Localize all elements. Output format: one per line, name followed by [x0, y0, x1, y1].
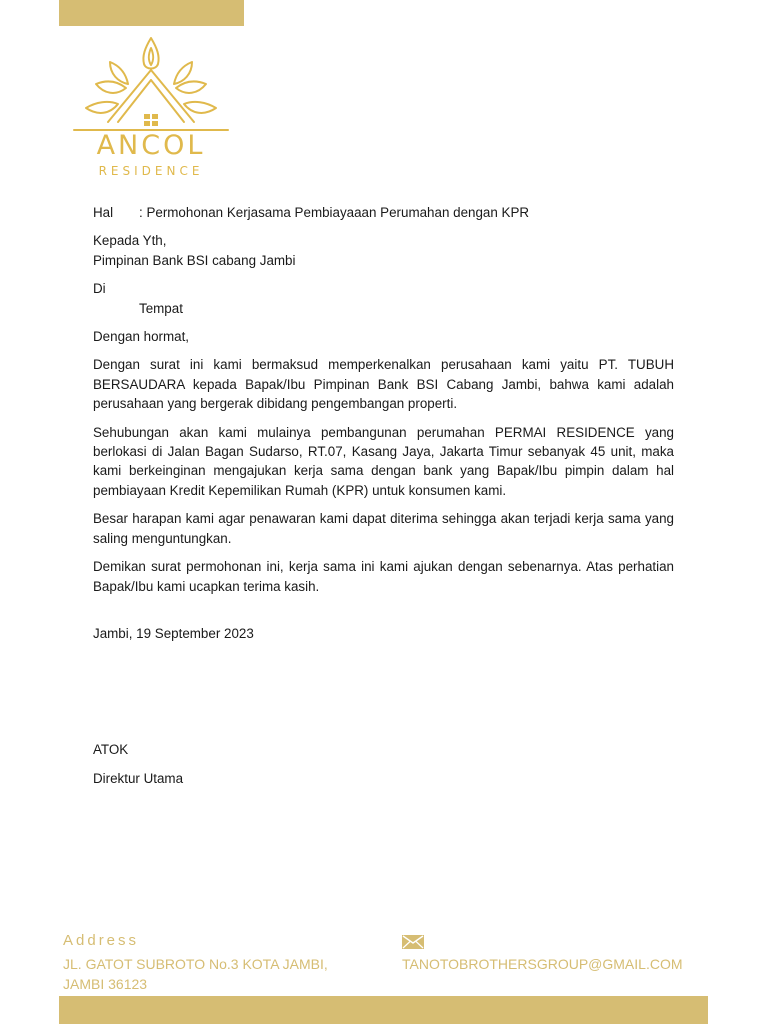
company-logo [68, 34, 238, 184]
address-title: Address [63, 932, 140, 949]
logo-wordmark: ANCOL [96, 130, 206, 161]
paragraph-project: Sehubungan akan kami mulainya pembangunan perumahan PERMAI RESIDENCE yang berlokasi di Jalan Bagan Sudarso, RT.07, Kasang Jaya, Jakarta Timur sebanyak 45 unit, maka kami berkeinginan mengajukan kerja sama dengan bank yang Bapak/Ibu pimpin dalam hal pembiayaan Kredit Kepemilikan Rumah (KPR) untuk konsumen kami. [93, 424, 674, 498]
location-di: Di [93, 281, 106, 297]
paragraph-closing: Demikan surat permohonan ini, kerja sama ini kami ajukan dengan sebenarnya. Atas perhatian Bapak/Ibu kami ucapkan terima kasih. [93, 559, 674, 594]
greeting: Dengan hormat, [93, 329, 190, 345]
paragraph-introduction: Dengan surat ini kami bermaksud memperkenalkan perusahaan kami yaitu PT. TUBUH BERSAUDARA kepada Bapak/Ibu Pimpinan Bank BSI Cabang Jambi, bahwa kami adalah perusahaan yang bergerak dibidang pengembangan properti. [93, 357, 674, 412]
house-leaf-emblem-icon [68, 34, 234, 134]
location-tempat: Tempat [139, 300, 183, 316]
footer [0, 930, 768, 1000]
subject-line [93, 203, 674, 222]
signer-title: Direktur Utama [93, 770, 184, 786]
letter-date: Jambi, 19 September 2023 [93, 625, 254, 641]
location-block [93, 279, 674, 318]
address-line-1: JL. GATOT SUBROTO No.3 KOTA JAMBI, [63, 956, 328, 972]
recipient-salutation: Kepada Yth, [93, 233, 167, 249]
recipient-block [93, 231, 674, 270]
subject-label: Hal [93, 205, 114, 220]
email-address[interactable]: TANOTOBROTHERSGROUP@GMAIL.COM [402, 956, 683, 972]
letter-body [93, 203, 674, 788]
paragraph-hope: Besar harapan kami agar penawaran kami dapat diterima sehingga akan terjadi kerja sama yang saling menguntungkan. [93, 511, 674, 546]
address-text [63, 954, 373, 994]
address-line-2: JAMBI 36123 [63, 976, 148, 992]
bottom-accent-bar [59, 996, 708, 1024]
subject-text: : Permohonan Kerjasama Pembiayaaan Perumahan dengan KPR [139, 205, 530, 220]
top-accent-bar [59, 0, 244, 26]
signer-name: ATOK [93, 742, 129, 758]
recipient-name: Pimpinan Bank BSI cabang Jambi [93, 252, 296, 268]
logo-subtitle: RESIDENCE [98, 164, 204, 178]
envelope-icon [402, 935, 424, 949]
